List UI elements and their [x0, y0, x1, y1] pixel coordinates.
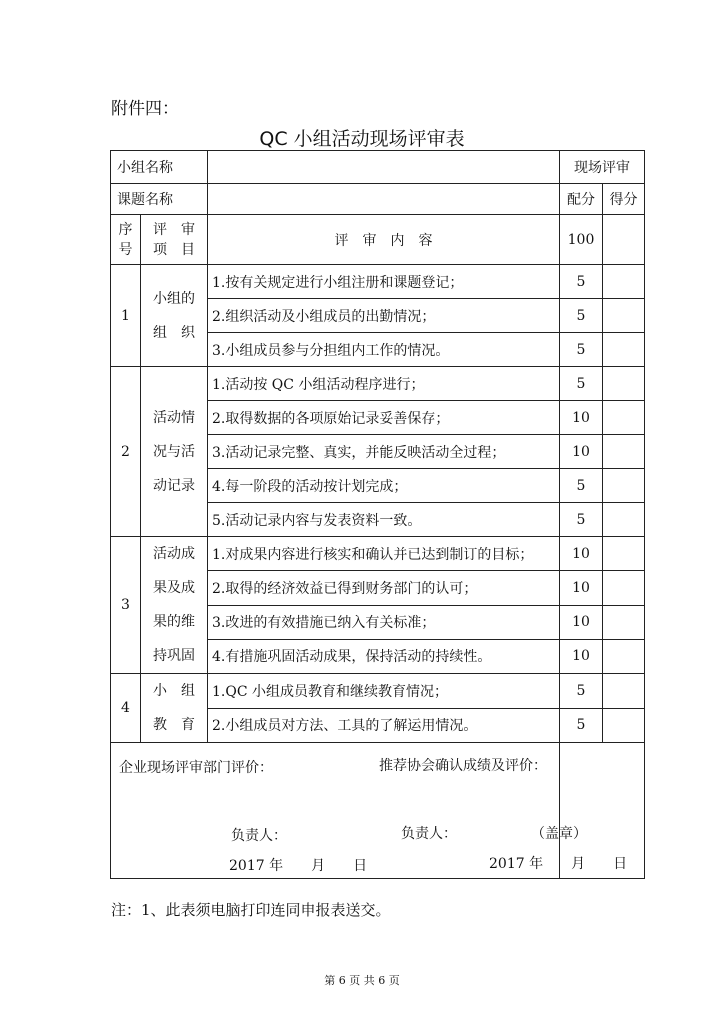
criterion-text: 1.对成果内容进行核实和确认并已达到制订的目标； — [208, 537, 560, 571]
criterion-obtained-score[interactable] — [603, 367, 645, 401]
review-item-header-line: 评 审 — [153, 221, 195, 238]
criterion-text: 5.活动记录内容与发表资料一致。 — [208, 503, 560, 537]
criterion-obtained-score[interactable] — [603, 299, 645, 333]
association-responsible-label: 负责人： — [401, 826, 457, 842]
page-footer: 第 6 页 共 6 页 — [324, 974, 400, 987]
criterion-text: 2.小组成员对方法、工具的了解运用情况。 — [208, 708, 560, 743]
seq-header — [111, 215, 141, 265]
criterion-obtained-score[interactable] — [603, 571, 645, 605]
criterion-text: 4.有措施巩固活动成果，保持活动的持续性。 — [208, 639, 560, 673]
review-content-header: 评 审 内 容 — [208, 215, 560, 265]
section-name — [141, 674, 208, 743]
enterprise-evaluation-title: 企业现场评审部门评价： — [119, 760, 273, 776]
criterion-score: 5 — [560, 299, 603, 333]
score-header: 配分 — [560, 184, 603, 215]
section-name-line: 活动情 — [153, 409, 195, 426]
section-name — [141, 265, 208, 367]
section-name-line: 小 组 — [153, 683, 195, 699]
attachment-label: 附件四： — [111, 99, 179, 119]
criterion-score: 10 — [560, 537, 603, 571]
section-name-line: 活动成 — [153, 546, 195, 562]
criterion-text: 2.取得的经济效益已得到财务部门的认可； — [208, 571, 560, 605]
section-number: 2 — [111, 367, 141, 537]
criterion-text: 3.改进的有效措施已纳入有关标准； — [208, 605, 560, 639]
section-name-line: 果及成 — [153, 580, 195, 596]
criterion-score: 10 — [560, 605, 603, 639]
section-name — [141, 537, 208, 674]
onsite-review-header: 现场评审 — [560, 151, 645, 184]
criterion-obtained-score[interactable] — [603, 503, 645, 537]
total-score: 100 — [560, 215, 603, 265]
review-item-header-line: 项 目 — [153, 241, 195, 258]
topic-name-label: 课题名称 — [111, 184, 208, 215]
criterion-obtained-score[interactable] — [603, 639, 645, 673]
criterion-score: 10 — [560, 435, 603, 469]
seal-label: （盖章） — [531, 826, 587, 842]
criterion-text: 4.每一阶段的活动按计划完成； — [208, 469, 560, 503]
criterion-obtained-score[interactable] — [603, 401, 645, 435]
review-item-header — [141, 215, 208, 265]
section-name-line: 动记录 — [153, 477, 195, 494]
criterion-text: 3.活动记录完整、真实，并能反映活动全过程； — [208, 435, 560, 469]
group-name-label: 小组名称 — [111, 151, 208, 184]
criterion-score: 5 — [560, 674, 603, 709]
section-name-line: 持巩固 — [153, 648, 195, 664]
criterion-obtained-score[interactable] — [603, 537, 645, 571]
association-evaluation-overlay — [371, 741, 643, 877]
criterion-obtained-score[interactable] — [603, 674, 645, 709]
seq-header-line: 号 — [118, 241, 133, 258]
criterion-obtained-score[interactable] — [603, 265, 645, 299]
section-number: 4 — [111, 674, 141, 743]
section-name-line: 况与活 — [153, 443, 195, 460]
section-number: 1 — [111, 265, 141, 367]
criterion-score: 5 — [560, 333, 603, 367]
criterion-score: 10 — [560, 571, 603, 605]
total-obtained-score[interactable] — [603, 215, 645, 265]
obtained-score-header: 得分 — [603, 184, 645, 215]
criterion-obtained-score[interactable] — [603, 605, 645, 639]
enterprise-evaluation-date: 2017 年 月 日 — [229, 858, 368, 874]
criterion-text: 3.小组成员参与分担组内工作的情况。 — [208, 333, 560, 367]
association-evaluation-title: 推荐协会确认成绩及评价： — [379, 758, 547, 774]
form-title: QC 小组活动现场评审表 — [259, 128, 465, 150]
criterion-score: 5 — [560, 367, 603, 401]
criterion-score: 10 — [560, 401, 603, 435]
topic-name-value[interactable] — [208, 184, 560, 215]
criterion-score: 5 — [560, 469, 603, 503]
enterprise-responsible-label: 负责人： — [231, 828, 287, 844]
section-name-line: 小组的 — [153, 290, 195, 307]
criterion-text: 1.活动按 QC 小组活动程序进行； — [208, 367, 560, 401]
association-evaluation-date: 2017 年 月 日 — [489, 856, 628, 872]
section-name — [141, 367, 208, 537]
criterion-text: 2.取得数据的各项原始记录妥善保存； — [208, 401, 560, 435]
section-name-line: 教 育 — [153, 717, 195, 733]
criterion-score: 10 — [560, 639, 603, 673]
criterion-text: 1.按有关规定进行小组注册和课题登记； — [208, 265, 560, 299]
section-name-line: 组 织 — [153, 324, 195, 341]
note: 注：1、此表须电脑打印连同申报表送交。 — [111, 901, 391, 919]
section-name-line: 果的维 — [153, 614, 195, 630]
criterion-obtained-score[interactable] — [603, 435, 645, 469]
criterion-score: 5 — [560, 503, 603, 537]
criterion-obtained-score[interactable] — [603, 708, 645, 743]
criterion-text: 2.组织活动及小组成员的出勤情况； — [208, 299, 560, 333]
criterion-text: 1.QC 小组成员教育和继续教育情况； — [208, 674, 560, 709]
group-name-value[interactable] — [208, 151, 560, 184]
criterion-score: 5 — [560, 708, 603, 743]
seq-header-line: 序 — [118, 221, 133, 238]
criterion-score: 5 — [560, 265, 603, 299]
criterion-obtained-score[interactable] — [603, 333, 645, 367]
section-number: 3 — [111, 537, 141, 674]
criterion-obtained-score[interactable] — [603, 469, 645, 503]
